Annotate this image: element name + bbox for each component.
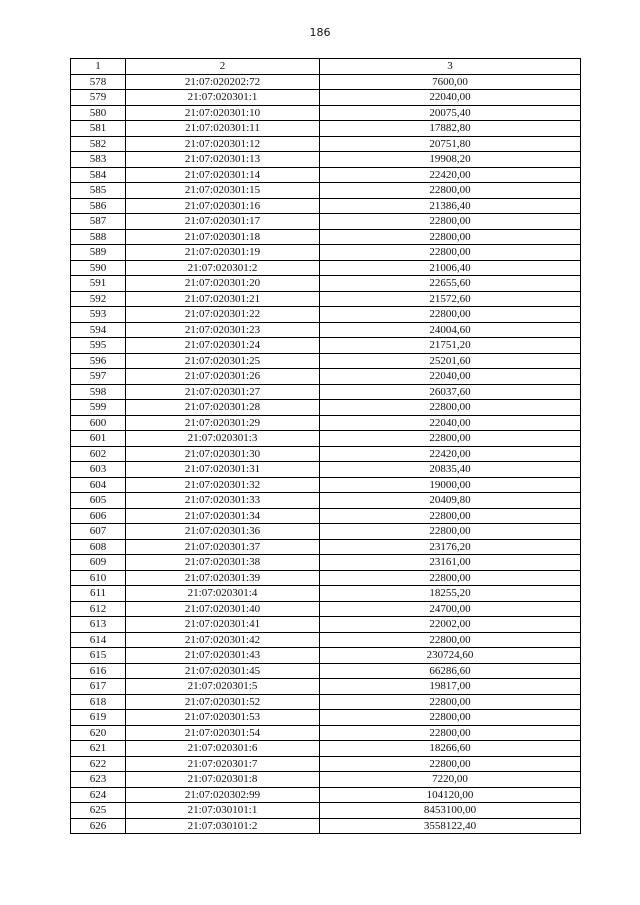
row-number-cell: 608 [71, 539, 126, 555]
table-row [71, 555, 581, 571]
cadastral-number-cell: 21:07:020301:8 [126, 772, 320, 788]
table-row [71, 586, 581, 602]
table-row [71, 601, 581, 617]
cadastral-number-cell: 21:07:020301:2 [126, 260, 320, 276]
cadastral-number-cell: 21:07:020301:4 [126, 586, 320, 602]
cadastral-number-cell: 21:07:020301:39 [126, 570, 320, 586]
row-number-cell: 611 [71, 586, 126, 602]
value-cell: 22040,00 [320, 369, 581, 385]
table-row [71, 617, 581, 633]
cadastral-number-cell: 21:07:030101:2 [126, 818, 320, 834]
value-cell: 22800,00 [320, 214, 581, 230]
table-row [71, 307, 581, 323]
table-row [71, 710, 581, 726]
value-cell: 19908,20 [320, 152, 581, 168]
row-number-cell: 605 [71, 493, 126, 509]
value-cell: 26037,60 [320, 384, 581, 400]
row-number-cell: 607 [71, 524, 126, 540]
table-row [71, 276, 581, 292]
cadastral-number-cell: 21:07:020301:20 [126, 276, 320, 292]
cadastral-number-cell: 21:07:020301:40 [126, 601, 320, 617]
cadastral-number-cell: 21:07:020301:27 [126, 384, 320, 400]
value-cell: 22420,00 [320, 446, 581, 462]
cadastral-number-cell: 21:07:020301:13 [126, 152, 320, 168]
cadastral-number-cell: 21:07:020301:21 [126, 291, 320, 307]
cadastral-value-table [70, 58, 581, 834]
value-cell: 22655,60 [320, 276, 581, 292]
table-row [71, 152, 581, 168]
row-number-cell: 626 [71, 818, 126, 834]
value-cell: 22800,00 [320, 183, 581, 199]
row-number-cell: 584 [71, 167, 126, 183]
value-cell: 21572,60 [320, 291, 581, 307]
row-number-cell: 589 [71, 245, 126, 261]
row-number-cell: 600 [71, 415, 126, 431]
cadastral-number-cell: 21:07:020301:32 [126, 477, 320, 493]
row-number-cell: 578 [71, 74, 126, 90]
table-row [71, 787, 581, 803]
row-number-cell: 617 [71, 679, 126, 695]
cadastral-number-cell: 21:07:020301:33 [126, 493, 320, 509]
cadastral-number-cell: 21:07:020301:38 [126, 555, 320, 571]
table-row [71, 446, 581, 462]
value-cell: 25201,60 [320, 353, 581, 369]
cadastral-number-cell: 21:07:020301:19 [126, 245, 320, 261]
table-row [71, 105, 581, 121]
cadastral-number-cell: 21:07:020301:28 [126, 400, 320, 416]
value-cell: 21006,40 [320, 260, 581, 276]
table-row [71, 384, 581, 400]
column-header: 1 [71, 59, 126, 75]
table-row [71, 493, 581, 509]
row-number-cell: 587 [71, 214, 126, 230]
value-cell: 230724,60 [320, 648, 581, 664]
table-row [71, 477, 581, 493]
value-cell: 22800,00 [320, 710, 581, 726]
value-cell: 22800,00 [320, 632, 581, 648]
table-row [71, 198, 581, 214]
cadastral-number-cell: 21:07:020301:12 [126, 136, 320, 152]
value-cell: 23176,20 [320, 539, 581, 555]
cadastral-number-cell: 21:07:020301:18 [126, 229, 320, 245]
cadastral-number-cell: 21:07:020301:45 [126, 663, 320, 679]
cadastral-number-cell: 21:07:020301:31 [126, 462, 320, 478]
cadastral-number-cell: 21:07:030101:1 [126, 803, 320, 819]
cadastral-number-cell: 21:07:020301:41 [126, 617, 320, 633]
value-cell: 3558122,40 [320, 818, 581, 834]
cadastral-number-cell: 21:07:020301:24 [126, 338, 320, 354]
table-row [71, 431, 581, 447]
value-cell: 21751,20 [320, 338, 581, 354]
value-cell: 21386,40 [320, 198, 581, 214]
row-number-cell: 622 [71, 756, 126, 772]
table-row [71, 322, 581, 338]
cadastral-number-cell: 21:07:020301:26 [126, 369, 320, 385]
row-number-cell: 588 [71, 229, 126, 245]
cadastral-number-cell: 21:07:020301:15 [126, 183, 320, 199]
row-number-cell: 610 [71, 570, 126, 586]
row-number-cell: 616 [71, 663, 126, 679]
row-number-cell: 612 [71, 601, 126, 617]
cadastral-number-cell: 21:07:020301:5 [126, 679, 320, 695]
row-number-cell: 613 [71, 617, 126, 633]
value-cell: 22800,00 [320, 307, 581, 323]
table-row [71, 663, 581, 679]
value-cell: 22002,00 [320, 617, 581, 633]
table-row [71, 136, 581, 152]
value-cell: 24004,60 [320, 322, 581, 338]
column-header: 2 [126, 59, 320, 75]
value-cell: 22420,00 [320, 167, 581, 183]
row-number-cell: 623 [71, 772, 126, 788]
cadastral-number-cell: 21:07:020301:10 [126, 105, 320, 121]
column-header: 3 [320, 59, 581, 75]
row-number-cell: 586 [71, 198, 126, 214]
table-row [71, 369, 581, 385]
table-body [71, 74, 581, 834]
row-number-cell: 602 [71, 446, 126, 462]
table-row [71, 121, 581, 137]
cadastral-number-cell: 21:07:020301:16 [126, 198, 320, 214]
cadastral-number-cell: 21:07:020301:3 [126, 431, 320, 447]
table-row [71, 229, 581, 245]
cadastral-number-cell: 21:07:020301:11 [126, 121, 320, 137]
row-number-cell: 594 [71, 322, 126, 338]
table-row [71, 570, 581, 586]
table-row [71, 756, 581, 772]
row-number-cell: 618 [71, 694, 126, 710]
value-cell: 22800,00 [320, 694, 581, 710]
table-row [71, 90, 581, 106]
cadastral-number-cell: 21:07:020301:17 [126, 214, 320, 230]
table-row [71, 415, 581, 431]
cadastral-number-cell: 21:07:020301:22 [126, 307, 320, 323]
table-row [71, 167, 581, 183]
table-header-row [71, 59, 581, 75]
table-row [71, 338, 581, 354]
cadastral-number-cell: 21:07:020301:6 [126, 741, 320, 757]
table-row [71, 400, 581, 416]
row-number-cell: 580 [71, 105, 126, 121]
cadastral-number-cell: 21:07:020301:34 [126, 508, 320, 524]
row-number-cell: 592 [71, 291, 126, 307]
table-row [71, 679, 581, 695]
row-number-cell: 619 [71, 710, 126, 726]
row-number-cell: 625 [71, 803, 126, 819]
value-cell: 7220,00 [320, 772, 581, 788]
value-cell: 22800,00 [320, 570, 581, 586]
row-number-cell: 621 [71, 741, 126, 757]
row-number-cell: 599 [71, 400, 126, 416]
table-row [71, 648, 581, 664]
table-row [71, 260, 581, 276]
table-row [71, 818, 581, 834]
value-cell: 22040,00 [320, 415, 581, 431]
page-number: 186 [309, 26, 331, 39]
row-number-cell: 620 [71, 725, 126, 741]
table-row [71, 462, 581, 478]
row-number-cell: 582 [71, 136, 126, 152]
value-cell: 66286,60 [320, 663, 581, 679]
cadastral-number-cell: 21:07:020301:29 [126, 415, 320, 431]
table-row [71, 508, 581, 524]
value-cell: 104120,00 [320, 787, 581, 803]
row-number-cell: 604 [71, 477, 126, 493]
value-cell: 18266,60 [320, 741, 581, 757]
value-cell: 22800,00 [320, 400, 581, 416]
value-cell: 8453100,00 [320, 803, 581, 819]
row-number-cell: 601 [71, 431, 126, 447]
cadastral-number-cell: 21:07:020301:42 [126, 632, 320, 648]
value-cell: 20835,40 [320, 462, 581, 478]
value-cell: 20751,80 [320, 136, 581, 152]
row-number-cell: 591 [71, 276, 126, 292]
row-number-cell: 597 [71, 369, 126, 385]
row-number-cell: 603 [71, 462, 126, 478]
table-row [71, 245, 581, 261]
row-number-cell: 593 [71, 307, 126, 323]
table-row [71, 353, 581, 369]
value-cell: 22800,00 [320, 431, 581, 447]
value-cell: 22800,00 [320, 725, 581, 741]
value-cell: 24700,00 [320, 601, 581, 617]
row-number-cell: 609 [71, 555, 126, 571]
cadastral-number-cell: 21:07:020301:53 [126, 710, 320, 726]
table-row [71, 539, 581, 555]
cadastral-number-cell: 21:07:020301:7 [126, 756, 320, 772]
table-row [71, 772, 581, 788]
cadastral-number-cell: 21:07:020202:72 [126, 74, 320, 90]
table-row [71, 524, 581, 540]
row-number-cell: 581 [71, 121, 126, 137]
row-number-cell: 624 [71, 787, 126, 803]
cadastral-number-cell: 21:07:020301:36 [126, 524, 320, 540]
value-cell: 20409,80 [320, 493, 581, 509]
table-row [71, 694, 581, 710]
row-number-cell: 614 [71, 632, 126, 648]
cadastral-number-cell: 21:07:020301:37 [126, 539, 320, 555]
value-cell: 22800,00 [320, 756, 581, 772]
value-cell: 22040,00 [320, 90, 581, 106]
value-cell: 19000,00 [320, 477, 581, 493]
value-cell: 22800,00 [320, 229, 581, 245]
row-number-cell: 585 [71, 183, 126, 199]
cadastral-number-cell: 21:07:020301:1 [126, 90, 320, 106]
row-number-cell: 583 [71, 152, 126, 168]
cadastral-number-cell: 21:07:020301:30 [126, 446, 320, 462]
value-cell: 22800,00 [320, 524, 581, 540]
value-cell: 23161,00 [320, 555, 581, 571]
table-row [71, 725, 581, 741]
table-row [71, 803, 581, 819]
cadastral-number-cell: 21:07:020301:23 [126, 322, 320, 338]
row-number-cell: 615 [71, 648, 126, 664]
value-cell: 7600,00 [320, 74, 581, 90]
value-cell: 18255,20 [320, 586, 581, 602]
table-row [71, 214, 581, 230]
row-number-cell: 579 [71, 90, 126, 106]
value-cell: 22800,00 [320, 508, 581, 524]
cadastral-number-cell: 21:07:020301:54 [126, 725, 320, 741]
cadastral-number-cell: 21:07:020301:52 [126, 694, 320, 710]
table-row [71, 183, 581, 199]
value-cell: 20075,40 [320, 105, 581, 121]
value-cell: 22800,00 [320, 245, 581, 261]
row-number-cell: 598 [71, 384, 126, 400]
row-number-cell: 596 [71, 353, 126, 369]
cadastral-number-cell: 21:07:020301:14 [126, 167, 320, 183]
table-row [71, 74, 581, 90]
row-number-cell: 595 [71, 338, 126, 354]
table-row [71, 632, 581, 648]
value-cell: 19817,00 [320, 679, 581, 695]
row-number-cell: 606 [71, 508, 126, 524]
cadastral-number-cell: 21:07:020302:99 [126, 787, 320, 803]
table-row [71, 741, 581, 757]
value-cell: 17882,80 [320, 121, 581, 137]
cadastral-number-cell: 21:07:020301:43 [126, 648, 320, 664]
cadastral-number-cell: 21:07:020301:25 [126, 353, 320, 369]
row-number-cell: 590 [71, 260, 126, 276]
table-row [71, 291, 581, 307]
